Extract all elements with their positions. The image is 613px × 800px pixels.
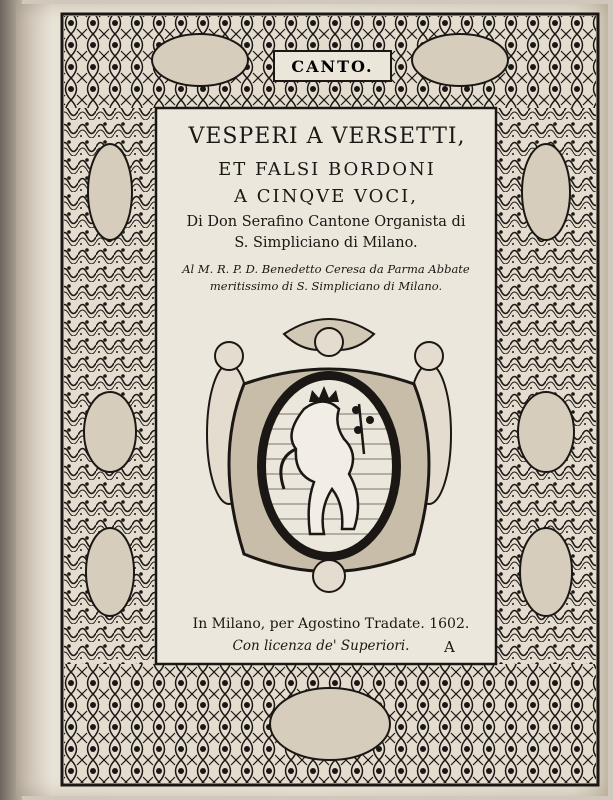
header-label-box [273, 50, 392, 82]
imprint-line-1: In Milano, per Agostino Tradate. 1602. [192, 616, 470, 632]
author-line-2: S. Simpliciano di Milano. [234, 235, 418, 251]
lion-rampant-coat-of-arms-icon [184, 314, 474, 604]
dedication-line-1: Al M. R. P. D. Benedetto Ceresa da Parma Abbate [182, 262, 470, 276]
title-line-3: A CINQVE VOCI, [233, 186, 418, 207]
title-page [16, 4, 608, 796]
dedication-line-2: meritissimo di S. Simpliciano di Milano. [209, 279, 443, 293]
imprint-line-2: Con licenza de' Superiori. [232, 638, 410, 654]
header-label: CANTO. [291, 56, 374, 76]
title-line-2: ET FALSI BORDONI [218, 159, 436, 180]
author-line-1: Di Don Serafino Cantone Organista di [186, 214, 466, 230]
title-line-1: VESPERI A VERSETTI, [188, 124, 466, 149]
signature-mark: A [444, 638, 455, 656]
